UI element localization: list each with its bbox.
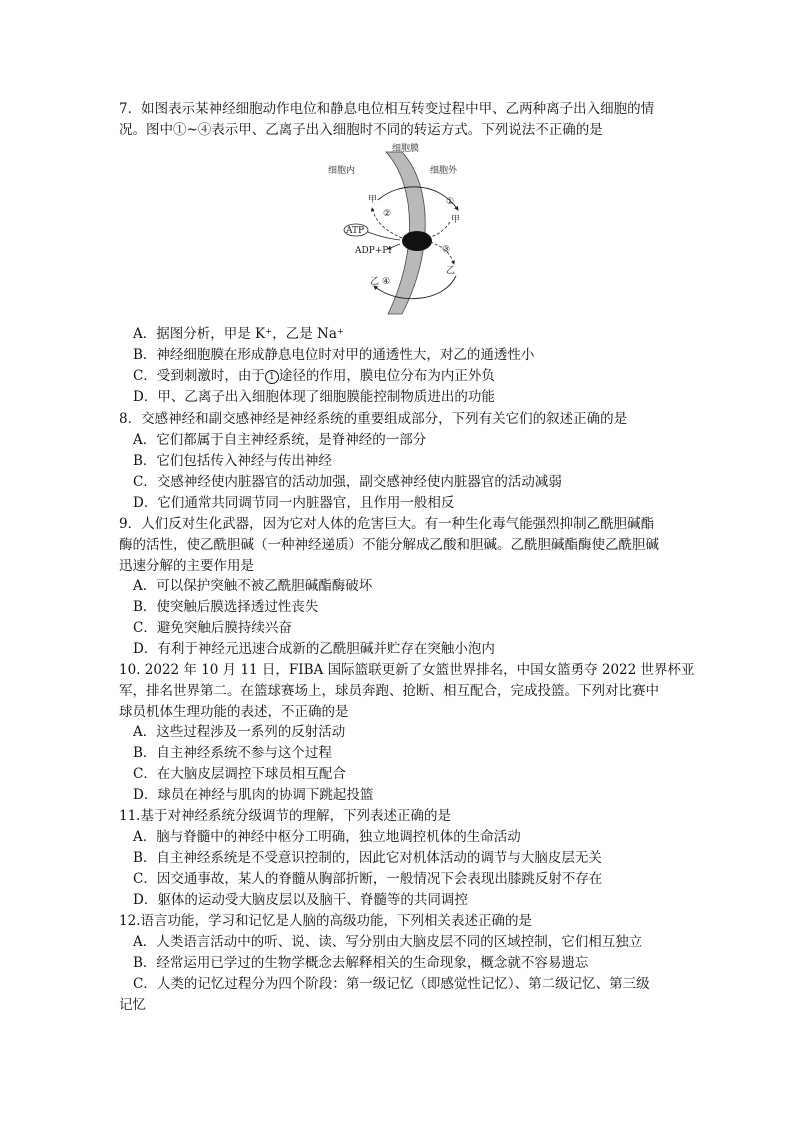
q7-stem-line-1: 7．如图表示某神经细胞动作电位和静息电位相互转变过程中甲、乙两种离子出入细胞的情 xyxy=(119,101,655,117)
q10-option-a: A．这些过程涉及一系列的反射活动 xyxy=(133,724,346,740)
inside-label: 细胞内 xyxy=(328,166,356,176)
q11-option-c: C．因交通事故，某人的脊髓从胸部折断，一般情况下会表现出膝跳反射不存在 xyxy=(133,871,603,887)
path-2-number: ② xyxy=(383,209,392,219)
question-9-stem xyxy=(119,514,679,577)
q10-stem-line-1: 10. 2022 年 10 月 11 日，FIBA 国际篮联更新了女篮世界排名，中国女篮勇夺 2022 世界杯亚 xyxy=(119,662,695,678)
q10-stem-line-3: 球员机体生理功能的表述，不正确的是 xyxy=(119,704,349,720)
q10-option-d: D．球员在神经与肌肉的协调下跳起投篮 xyxy=(133,787,374,803)
q7-option-c xyxy=(133,366,678,387)
question-12-stem: 12.语言功能，学习和记忆是人脑的高级功能，下列相关表述正确的是 xyxy=(119,913,532,929)
path-4-number: ④ xyxy=(382,277,391,287)
q9-option-c: C．避免突触后膜持续兴奋 xyxy=(133,620,292,636)
q8-option-b: B．它们包括传入神经与传出神经 xyxy=(133,453,332,469)
question-10-stem xyxy=(119,660,695,723)
q9-option-a: A．可以保护突触不被乙酰胆碱酯酶破坏 xyxy=(133,578,373,594)
q7-option-b: B．神经细胞膜在形成静息电位时对甲的通透性大，对乙的通透性小 xyxy=(133,347,535,363)
q7-option-c-post: 途径的作用，膜电位分布为内正外负 xyxy=(278,368,495,384)
q10-option-b: B．自主神经系统不参与这个过程 xyxy=(133,745,332,761)
jia-left-label: 甲 xyxy=(368,195,378,205)
path-3-number: ③ xyxy=(442,245,451,255)
q9-option-d: D．有利于神经元迅速合成新的乙酰胆碱并贮存在突触小泡内 xyxy=(133,641,495,657)
q9-option-b: B．使突触后膜选择透过性丧失 xyxy=(133,599,319,615)
jia-right-label: 甲 xyxy=(451,215,461,225)
outside-label: 细胞外 xyxy=(430,166,458,176)
q7-option-d: D．甲、乙离子出入细胞体现了细胞膜能控制物质进出的功能 xyxy=(133,389,495,405)
q8-option-a: A．它们都属于自主神经系统，是脊神经的一部分 xyxy=(133,432,427,448)
q11-option-a: A．脑与脊髓中的神经中枢分工明确，独立地调控机体的生命活动 xyxy=(133,829,521,845)
q12-option-c-line-2: 记忆 xyxy=(119,997,146,1013)
q7-stem-line-2: 况。图中①~④表示甲、乙离子出入细胞时不同的转运方式。下列说法不正确的是 xyxy=(119,122,603,138)
membrane-label: 细胞膜 xyxy=(392,144,420,154)
q12-option-a: A．人类语言活动中的听、说、读、写分别由大脑皮层不同的区域控制，它们相互独立 xyxy=(133,934,643,950)
q12-option-c-line-1: C．人类的记忆过程分为四个阶段：第一级记忆（即感觉性记忆）、第二级记忆、第三级 xyxy=(133,976,650,992)
q7-option-a: A．据图分析，甲是 K⁺，乙是 Na⁺ xyxy=(133,326,345,342)
q10-option-c: C．在大脑皮层调控下球员相互配合 xyxy=(133,766,346,782)
path-1-number: ① xyxy=(446,197,455,207)
q10-stem-line-2: 军，排名世界第二。在篮球赛场上，球员奔跑、抢断、相互配合，完成投篮。下列对比赛中 xyxy=(119,683,659,699)
q8-option-c: C．交感神经使内脏器官的活动加强，副交感神经使内脏器官的活动减弱 xyxy=(133,474,562,490)
q9-stem-line-3: 迅速分解的主要作用是 xyxy=(119,558,254,574)
q8-option-d: D．它们通常共同调节同一内脏器官，且作用一般相反 xyxy=(133,495,455,511)
q9-stem-line-2: 酶的活性，使乙酰胆碱（一种神经递质）不能分解成乙酸和胆碱。乙酰胆碱酯酶使乙酰胆碱 xyxy=(119,537,659,553)
question-8-stem: 8．交感神经和副交感神经是神经系统的重要组成部分，下列有关它们的叙述正确的是 xyxy=(119,411,628,427)
yi-right-label: 乙 xyxy=(446,266,456,276)
q11-option-d: D．躯体的运动受大脑皮层以及脑干、脊髓等的共同调控 xyxy=(133,892,468,908)
q9-stem-line-1: 9．人们反对生化武器，因为它对人体的危害巨大。有一种生化毒气能强烈抑制乙酰胆碱酯 xyxy=(119,516,655,532)
yi-left-label: 乙 xyxy=(370,277,380,287)
q7-option-c-pre: C．受到刺激时，由于 xyxy=(133,368,265,384)
q12-option-b: B．经常运用已学过的生物学概念去解释相关的生命现象，概念就不容易遗忘 xyxy=(133,955,589,971)
atp-label: ATP xyxy=(346,226,365,236)
adp-label: ADP+Pi xyxy=(355,246,392,256)
pump-protein-shape xyxy=(402,231,432,251)
question-11-stem: 11.基于对神经系统分级调节的理解，下列表述正确的是 xyxy=(119,808,451,824)
circled-number-1: 1 xyxy=(265,370,279,384)
q11-option-b: B．自主神经系统是不受意识控制的，因此它对机体活动的调节与大脑皮层无关 xyxy=(133,850,602,866)
ion-transport-figure xyxy=(326,142,468,318)
question-7-stem xyxy=(119,99,679,141)
